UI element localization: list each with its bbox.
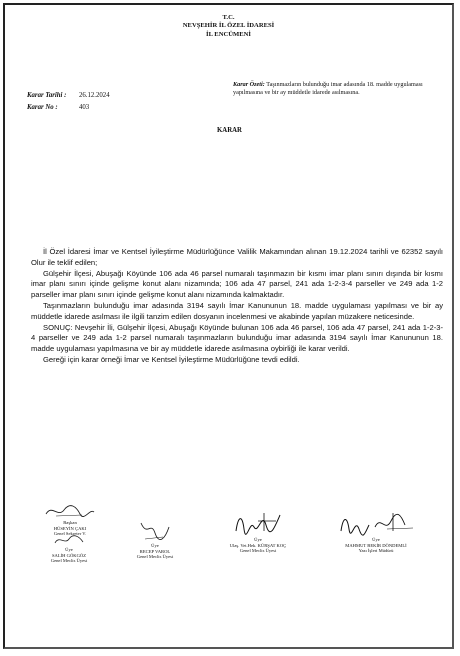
summary-text: Taşınmazların bulunduğu imar adasında 18. madde uygulaması yapılmasına ve bir ay müddetle idarede asılmasına. — [233, 81, 423, 97]
decision-date-value: 26.12.2024 — [79, 92, 110, 99]
decision-meta — [27, 90, 110, 113]
summary-label: Karar Özeti: — [233, 81, 265, 88]
signature-3-name: RECEP VAROL — [139, 548, 171, 554]
body-paragraph-2: Gülşehir İlçesi, Abuşağı Köyünde 106 ada 46 parsel numaralı taşınmazın bir kısmı imar planı sınırı dışında bir kısmı imar planı sınırı içinde gelişme konut alanı nizamında; 106 ada 47 parsel, 241 ada 1-2-3-4 parseller ve 249 ada 1-2 parseller imar planı sınırı içinde gelişme konut alanı nizamında kalmaktadır. — [31, 268, 443, 300]
signature-member-2 — [123, 519, 187, 560]
signature-1-title: Başkan — [63, 520, 77, 525]
body-paragraph-4: SONUÇ: Nevşehir İli, Gülşehir İlçesi, Abuşağı Köyünde bulunan 106 ada 46 parsel, 106 ada 47 parsel, 241 ada 1-2-3-4 parseller ve 249 ada 1-2 parsel numaralı taşınmazların bulunduğu imar adasında 3194 sayılı İmar Kanununun 18. madde uygulaması yapılmasına ve bir ay müddetle idarede asılmasına oybirliği ile karar verildi. — [31, 322, 443, 354]
decision-date-label: Karar Tarihi : — [27, 92, 67, 99]
signature-4-title: Üye — [254, 537, 262, 542]
signature-2-title: Üye — [65, 547, 73, 552]
document-header — [5, 14, 452, 39]
body-paragraph-3: Taşınmazların bulunduğu imar adasında 3194 sayılı İmar Kanununun 18. madde uygulaması yapılması ve bir ay müddetle idarede asılması ile ilgili tanzim edilen dosyanın incelenmesi ve akabinde yapılan müzakere neticesinde. — [31, 300, 443, 321]
signature-2-name: SALİH GÖKGÖZ — [51, 552, 87, 558]
document-page — [3, 3, 454, 649]
header-tc: T.C. — [222, 14, 235, 21]
header-institution: NEVŞEHİR İL ÖZEL İDARESİ — [182, 22, 275, 30]
signature-1-role: Genel Sekreter V. — [53, 531, 87, 537]
signature-scribble-3 — [133, 519, 177, 543]
body-paragraph-5: Gereği için karar örneği İmar ve Kentsel İyileştirme Müdürlüğüne tevdi edildi. — [43, 354, 300, 364]
decision-body — [31, 247, 443, 366]
decision-summary — [233, 81, 433, 98]
body-paragraph-1: İl Özel İdaresi İmar ve Kentsel İyileştirme Müdürlüğünce Valilik Makamından alınan 19.12.2024 tarihli ve 62352 sayılı Olur ile teklif edilen; — [31, 247, 443, 267]
signature-scribble-4 — [228, 509, 288, 537]
signature-4-role: Genel Meclis Üyesi — [239, 548, 277, 554]
signature-3-title: Üye — [151, 543, 159, 548]
signature-4-name: Ulaş. Vet.Hek. KÜRŞAT KOÇ — [229, 542, 287, 548]
signature-chairman — [35, 502, 105, 537]
signature-member-4 — [323, 511, 429, 554]
header-council: İL ENCÜMENİ — [206, 30, 251, 38]
signature-scribble-5 — [335, 511, 417, 537]
signature-5-title: Üye — [372, 537, 380, 542]
signature-scribble-2 — [49, 533, 89, 547]
decision-no-value: 403 — [79, 103, 90, 111]
signature-5-role: Yazı İşleri Müdürü — [358, 548, 394, 554]
decision-title: KARAR — [217, 127, 242, 134]
signature-scribble-1 — [42, 502, 98, 520]
signature-3-role: Genel Meclis Üyesi — [136, 554, 174, 560]
signature-member-1 — [37, 533, 101, 564]
signature-member-3 — [217, 509, 299, 554]
signature-5-name: MAHMUT BEKİR DÖNDEMLİ — [345, 542, 407, 548]
decision-no-label: Karar No : — [27, 103, 58, 111]
signature-1-name: HÜSEYİN ÇAKI — [53, 525, 87, 531]
signature-2-role: Genel Meclis Üyesi — [50, 558, 88, 564]
